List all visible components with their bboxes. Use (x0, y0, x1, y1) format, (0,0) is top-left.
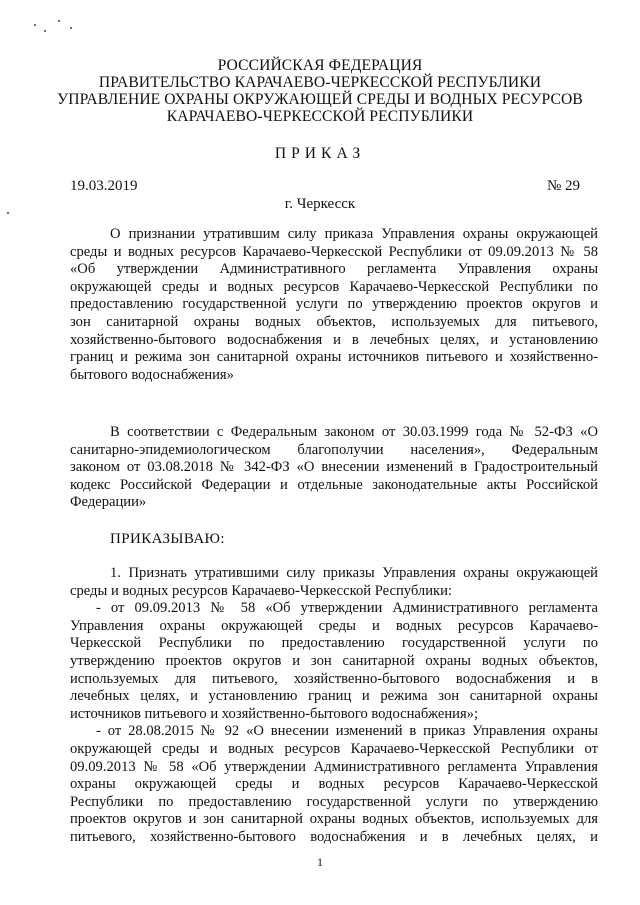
subject-line: «Об утверждении Административного регламента Управления охраны (70, 261, 598, 278)
subject-line: зон санитарной охраны водных объектов, используемых для питьевого, (70, 313, 598, 330)
header-department: УПРАВЛЕНИЕ ОХРАНЫ ОКРУЖАЮЩЕЙ СРЕДЫ И ВОДНЫХ РЕСУРСОВ (57, 91, 583, 108)
subject-line: бытового водоснабжения» (70, 366, 234, 383)
item-line: среды и водных ресурсов Карачаево-Черкесской Республики: (70, 582, 452, 599)
item-line: - от 28.08.2015 № 92 «О внесении изменений в приказ Управления охраны (96, 723, 598, 740)
page-number: 1 (317, 855, 323, 869)
subject-line: хозяйственно-бытового водоснабжения и в лечебных целях, и установлению (70, 331, 598, 348)
item-line: Черкесской Республики по предоставлению государственной услуги по (70, 635, 598, 652)
document-city: г. Черкесск (284, 196, 356, 212)
item-line: Республики по предоставлению государственной услуги по утверждению (70, 793, 598, 810)
document-date: 19.03.2019 (70, 178, 138, 194)
basis-line: законом от 03.08.2018 № 342-ФЗ «О внесении изменений в Градостроительный (70, 459, 598, 476)
item-line: окружающей среды и водных ресурсов Карачаево-Черкесской Республики от (70, 740, 598, 757)
subject-line: среды и водных ресурсов Карачаево-Черкесской Республики от 09.09.2013 № 58 (70, 243, 598, 260)
basis-line: Федерации» (70, 494, 147, 511)
item-line: - от 09.09.2013 № 58 «Об утверждении Административного регламента (96, 600, 598, 617)
basis-line: В соответствии с Федеральным законом от 30.03.1999 года № 52-ФЗ «О (110, 424, 598, 440)
item-line: 09.09.2013 № 58 «Об утверждении Административного регламента Управления (70, 758, 598, 775)
basis-paragraph (70, 424, 598, 512)
order-word: ПРИКАЗЫВАЮ: (110, 531, 225, 547)
item-line: питьевого, хозяйственно-бытового водоснабжения и в лечебных целях, и (70, 828, 598, 845)
item-line: проектов округов и зон санитарной охраны водных объектов, используемых для (70, 811, 598, 828)
header-government: ПРАВИТЕЛЬСТВО КАРАЧАЕВО-ЧЕРКЕССКОЙ РЕСПУБЛИКИ (98, 74, 542, 91)
subject-line: предоставлению государственной услуги по утверждению проектов округов и (70, 296, 598, 313)
subject-line: границ и режима зон санитарной охраны источников питьевого и хозяйственно- (70, 349, 598, 366)
item-line: источников питьевого и хозяйственно-бытового водоснабжения»; (70, 705, 479, 722)
item-one-paragraph (70, 565, 598, 847)
basis-line: санитарно-эпидемиологическом благополучии населения», Федеральным (70, 441, 598, 458)
document-number: № 29 (547, 178, 581, 194)
header-republic: КАРАЧАЕВО-ЧЕРКЕССКОЙ РЕСПУБЛИКИ (166, 108, 474, 125)
subject-paragraph (70, 226, 598, 384)
item-line: Управления охраны окружающей среды и водных ресурсов Карачаево- (70, 617, 598, 634)
item-line: 1. Признать утратившими силу приказы Управления охраны окружающей (110, 565, 598, 581)
document-header (40, 57, 600, 125)
item-line: утверждению проектов округов и зон санитарной охраны водных объектов, (70, 652, 598, 669)
document-title: ПРИКАЗ (274, 145, 366, 162)
item-line: лечебных целях, и установлению границ и режима зон санитарной охраны (70, 688, 598, 705)
subject-line: О признании утратившим силу приказа Управления охраны окружающей (110, 226, 598, 242)
item-line: используемых для питьевого, хозяйственно-бытового водоснабжения и в (70, 670, 598, 687)
header-country: РОССИЙСКАЯ ФЕДЕРАЦИЯ (217, 57, 423, 74)
item-line: охраны окружающей среды и водных ресурсов Карачаево-Черкесской (70, 776, 598, 793)
subject-line: окружающей среды и водных ресурсов Карачаево-Черкесской Республики по (70, 278, 598, 295)
basis-line: кодекс Российской Федерации и отдельные законодательные акты Российской (70, 476, 598, 493)
